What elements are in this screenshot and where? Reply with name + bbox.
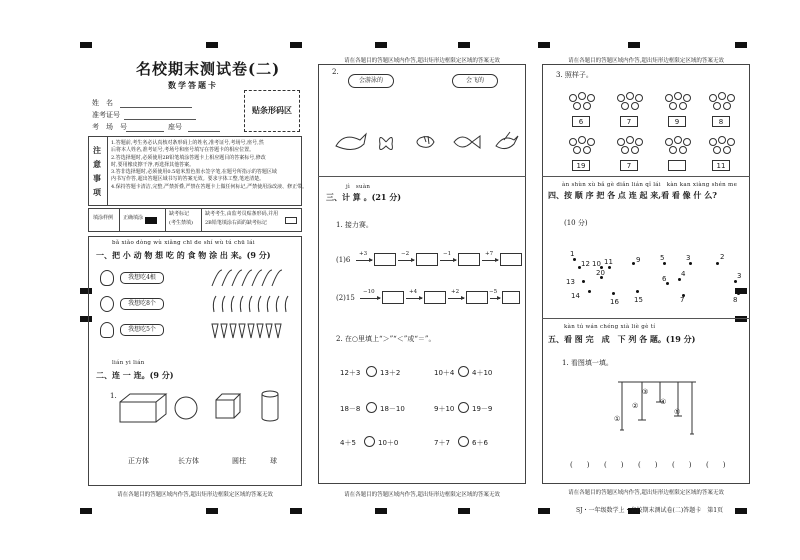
puzzle-dot (737, 292, 740, 295)
sec4-title: 四、按 顺 序 把 各 点 连 起 来,看 看 像 什 么? (548, 190, 717, 200)
exam-number-line (124, 119, 196, 120)
room-number-label: 考 场 号 (92, 123, 127, 131)
relay-arrow (448, 298, 464, 299)
dot-label: 11 (604, 258, 613, 266)
compare-circle[interactable] (458, 402, 469, 413)
puzzle-dot (573, 258, 576, 261)
puzzle-dot (582, 280, 585, 283)
flower-pot (566, 92, 596, 132)
section-divider (542, 318, 750, 319)
shape-label: 圆柱 (232, 457, 246, 465)
puzzle-dot (612, 292, 615, 295)
relay-op: −5 (489, 289, 498, 295)
relay-arrow (490, 298, 500, 299)
compare-left: 9＋10 (434, 405, 455, 413)
registration-mark (735, 42, 747, 48)
exam-number-label: 准考证号 (92, 111, 120, 119)
section-divider (542, 176, 750, 177)
relay-op: +3 (359, 251, 368, 257)
answer-blank[interactable]: ( ) (604, 461, 624, 469)
relay-op: +4 (409, 289, 418, 295)
relay-answer-box[interactable] (416, 253, 438, 266)
name-label: 姓 名 (92, 99, 113, 107)
hang-label: ① (614, 415, 621, 423)
absent-mark-label: 缺考标记 (169, 211, 190, 217)
goldfish-icon (454, 136, 480, 148)
registration-mark (206, 42, 218, 48)
solid-shapes (118, 388, 288, 428)
middle-answer-panel (318, 64, 526, 484)
page-footer: SJ・一年级数学上・名校期末测试卷(二)答题卡 第1页 (576, 507, 724, 514)
sec3-title: 三、计 算 。(21 分) (326, 192, 402, 202)
absent-note: 2B铅笔填涂右面的缺考标记 (205, 220, 267, 226)
compare-right: 19－9 (472, 405, 493, 413)
registration-mark (538, 508, 550, 514)
pot-number: 11 (712, 160, 730, 171)
relay-op: +7 (485, 251, 494, 257)
absent-note: 缺考考生,由监考员贴条形码,并用 (205, 211, 279, 217)
compare-left: 12＋3 (340, 369, 361, 377)
compare-left: 10＋4 (434, 369, 455, 377)
page-title: 名校期末测试卷(二) (136, 60, 281, 78)
registration-mark (290, 508, 302, 514)
absent-checkbox[interactable] (285, 217, 297, 224)
compare-left: 4＋5 (340, 439, 356, 447)
section-divider (318, 176, 526, 177)
flower-pot (566, 136, 596, 176)
speech-bubble: 我想吃4根 (120, 272, 164, 284)
notes-label: 注意事项 (93, 145, 101, 197)
speech-bubble: 我想吃5个 (120, 324, 164, 336)
hang-label: ⑤ (674, 408, 681, 416)
shape-label: 球 (270, 457, 277, 465)
dot-label: 6 (662, 275, 667, 283)
pot-number: 19 (572, 160, 590, 171)
barcode-label: 贴条形码区 (252, 105, 292, 115)
dot-label: 16 (610, 298, 619, 306)
relay-arrow (360, 298, 380, 299)
puzzle-dot (678, 278, 681, 281)
cube-shape (216, 394, 240, 418)
answer-blank[interactable]: ( ) (672, 461, 692, 469)
correct-fill-label: 正确填涂 (123, 215, 144, 221)
compare-left: 18－8 (340, 405, 361, 413)
hang-label: ② (632, 402, 639, 410)
answer-blank[interactable]: ( ) (570, 461, 590, 469)
sec4-pinyin: àn shùn xù bǎ gè diǎn lián qǐ lái kàn kan xiàng shén me (562, 182, 738, 188)
relay-answer-box[interactable] (424, 291, 446, 304)
dot-label: 5 (660, 254, 665, 262)
compare-left: 7＋7 (434, 439, 450, 447)
registration-mark (458, 508, 470, 514)
puzzle-dot (734, 280, 737, 283)
q3-label: 3. 照样子。 (556, 71, 593, 79)
q1-title: 一、把 小 动 物 想 吃 的 食 物 涂 出 来。(9 分) (96, 250, 271, 260)
dot-label: 3 (737, 272, 742, 280)
flower-pot (614, 92, 644, 132)
footer-warning: 请在各题目的答题区域内作答,超出矩形边框限定区域的答案无效 (344, 492, 500, 498)
relay-start: (1)6 (336, 256, 351, 264)
puzzle-dot (636, 290, 639, 293)
registration-mark (206, 508, 218, 514)
speech-bubble: 我想吃8个 (120, 298, 164, 310)
sphere-shape (175, 397, 197, 419)
sec3-pinyin: jì suàn (346, 184, 371, 190)
compare-right: 10＋0 (378, 439, 399, 447)
dot-label: 4 (681, 270, 686, 278)
flower-pot (706, 136, 736, 176)
carrot-icons (210, 320, 290, 340)
cuboid-shape (120, 394, 166, 422)
relay-answer-box[interactable] (502, 291, 520, 304)
animal-row (334, 128, 520, 158)
pot-answer-box[interactable] (668, 160, 686, 171)
flower-pot (706, 92, 736, 132)
compare-circle[interactable] (366, 402, 377, 413)
sec5-q1: 1. 看图填一填。 (562, 359, 613, 367)
note-line: 4.保持答题卡清洁,完整,严禁折叠,严禁在答题卡上做任何标记,严禁使用涂改液、修正带。 (111, 183, 308, 190)
dot-label: 20 (596, 269, 605, 277)
hanging-objects (612, 380, 702, 440)
pot-number: 7 (620, 160, 638, 171)
banana-icons (210, 268, 290, 288)
pot-number: 7 (620, 116, 638, 127)
filled-example-box (145, 217, 157, 224)
relay-arrow (356, 260, 372, 261)
flower-pot (614, 136, 644, 176)
sec5-title: 五、看 图 完 成 下 列 各 题。(19 分) (548, 334, 696, 344)
compare-right: 13＋2 (380, 369, 401, 377)
compare-instruction: 2. 在○里填上“＞”“＜”或“＝”。 (336, 335, 436, 343)
relay-answer-box[interactable] (374, 253, 396, 266)
puzzle-dot (632, 262, 635, 265)
pot-number: 9 (668, 116, 686, 127)
registration-mark (458, 42, 470, 48)
sec5-pinyin: kàn tú wán chéng xià liè gè tí (564, 324, 656, 330)
fly-bubble: 会飞的 (452, 74, 498, 88)
relay-start: (2)15 (336, 294, 355, 302)
absent-mark-sublabel: (考生禁填) (169, 220, 193, 226)
answer-blank[interactable]: ( ) (706, 461, 726, 469)
dot-label: 10 (592, 260, 601, 268)
header-warning: 请在各题目的答题区域内作答,超出矩形边框限定区域的答案无效 (568, 58, 724, 64)
registration-mark (80, 508, 92, 514)
footer-warning: 请在各题目的答题区域内作答,超出矩形边框限定区域的答案无效 (568, 490, 724, 496)
q2-number: 1. (110, 392, 117, 400)
dot-label: 1 (570, 250, 575, 258)
seat-number-line (188, 131, 220, 132)
relay-label: 1. 接力赛。 (336, 221, 373, 229)
dot-label: 15 (634, 296, 643, 304)
seat-number-label: 座号 (168, 123, 182, 131)
relay-op: +2 (451, 289, 460, 295)
mid-q2-number: 2. (332, 68, 339, 76)
dot-label: 12 (581, 260, 590, 268)
rabbit-icon (100, 322, 114, 338)
swim-bubble: 会游泳的 (348, 74, 394, 88)
puzzle-dot (608, 266, 611, 269)
q2-pinyin: lián yi lián (112, 360, 145, 366)
dot-label: 8 (733, 296, 738, 304)
panda-icon (100, 296, 114, 312)
registration-mark (375, 42, 387, 48)
note-line: 内书写作答,超出答题区域书写的答案无效。要求字体工整,笔迹清楚。 (111, 176, 265, 183)
q2-title: 二、连 一 连。(9 分) (96, 370, 174, 380)
pot-number: 6 (572, 116, 590, 127)
registration-mark (375, 508, 387, 514)
relay-arrow (406, 298, 422, 299)
bamboo-icons (210, 294, 290, 314)
bee-icon (417, 136, 434, 147)
puzzle-dot (689, 262, 692, 265)
compare-right: 6＋6 (472, 439, 488, 447)
dot-label: 7 (680, 296, 685, 304)
flower-pot (662, 136, 692, 176)
puzzle-dot (588, 290, 591, 293)
relay-arrow (398, 260, 414, 261)
relay-arrow (440, 260, 456, 261)
registration-mark (538, 42, 550, 48)
fill-example-label: 填涂样例 (93, 215, 114, 221)
barcode-area (244, 90, 300, 132)
registration-mark (735, 508, 747, 514)
bird-icon (496, 132, 518, 149)
relay-answer-box[interactable] (466, 291, 488, 304)
page-subtitle: 数学答题卡 (168, 80, 218, 90)
relay-answer-box[interactable] (458, 253, 480, 266)
registration-mark (80, 42, 92, 48)
compare-right: 18－10 (380, 405, 405, 413)
relay-answer-box[interactable] (382, 291, 404, 304)
registration-mark (628, 42, 640, 48)
shape-label: 正方体 (128, 457, 149, 465)
cylinder-shape (262, 391, 278, 397)
puzzle-dot (663, 262, 666, 265)
note-line: 后将本人姓名,准考证号,考场号和座号填写在答题卡的相应位置。 (111, 147, 255, 154)
compare-circle[interactable] (458, 366, 469, 377)
hang-label: ③ (642, 388, 649, 396)
note-line: 2.答选择题时,必须使用2B铅笔填涂答题卡上相应题目的答案标号,修改 (111, 154, 266, 161)
relay-arrow (482, 260, 498, 261)
flower-pot (662, 92, 692, 132)
dot-label: 2 (720, 253, 725, 261)
note-line: 3.答非选择题时,必须使用0.5毫米黑色墨水签字笔,在题号所指示的答题区域 (111, 169, 277, 175)
notes-panel (88, 136, 308, 206)
header-warning: 请在各题目的答题区域内作答,超出矩形边框限定区域的答案无效 (344, 58, 500, 64)
whale-icon (336, 134, 366, 150)
butterfly-icon (380, 137, 393, 149)
note-line: 时,要用橡皮擦干净,再选择其他答案。 (111, 161, 195, 168)
shape-label: 长方体 (178, 457, 199, 465)
relay-op: −1 (443, 251, 452, 257)
answer-blank[interactable]: ( ) (638, 461, 658, 469)
compare-circle[interactable] (364, 436, 375, 447)
hang-label: ④ (660, 398, 667, 406)
pot-number: 8 (712, 116, 730, 127)
dot-label: 3 (686, 254, 691, 262)
dot-label: 9 (636, 256, 641, 264)
compare-right: 4＋10 (472, 369, 493, 377)
sec4-score: (10 分) (564, 219, 588, 227)
q1-pinyin: bǎ xiǎo dòng wù xiǎng chī de shí wù tú chū lái (112, 240, 255, 246)
relay-answer-box[interactable] (500, 253, 522, 266)
puzzle-dot (716, 262, 719, 265)
relay-op: −2 (401, 251, 410, 257)
compare-circle[interactable] (458, 436, 469, 447)
fill-example-panel (88, 208, 302, 232)
compare-circle[interactable] (366, 366, 377, 377)
relay-op: −10 (363, 289, 375, 295)
room-number-line (126, 131, 164, 132)
footer-warning: 请在各题目的答题区域内作答,超出矩形边框限定区域的答案无效 (117, 492, 273, 498)
dot-label: 13 (566, 278, 575, 286)
dot-label: 14 (571, 292, 580, 300)
monkey-icon (100, 270, 114, 286)
registration-mark (290, 42, 302, 48)
name-line (120, 107, 192, 108)
note-line: 1.答题前,考生务必认真核对条形码上的姓名,准考证号,考场号,座号,然 (111, 140, 264, 146)
